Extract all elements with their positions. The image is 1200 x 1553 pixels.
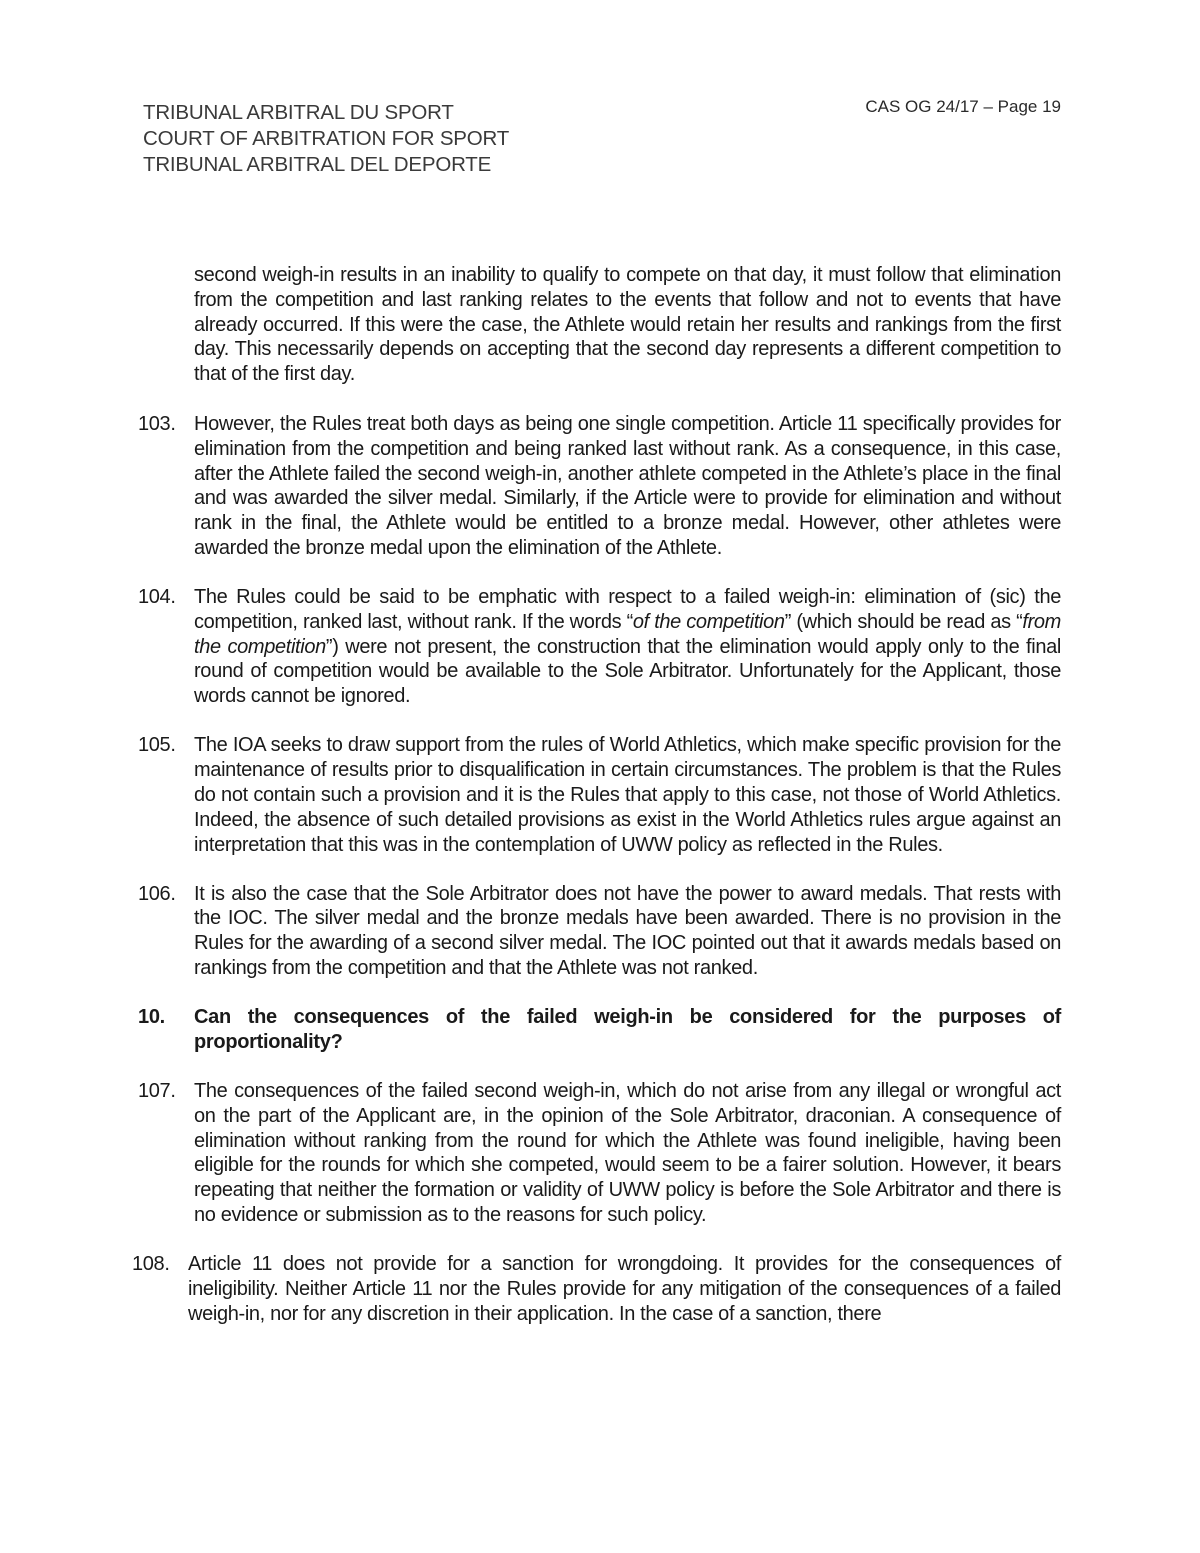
section-heading [0,1005,1200,1055]
paragraph-text: second weigh-in results in an inability to qualify to compete on that day, it must follow that elimination from the competition and last ranking relates to the events that follow and not to events that have already occurred. If this were the case, the Athlete would retain her results and rankings from the first day. This necessarily depends on accepting that the second day represents a different competition to that of the first day. [194,264,1061,386]
court-name-header [143,100,509,178]
paragraph-number: 107. [138,1080,176,1102]
paragraph-text: It is also the case that the Sole Arbitrator does not have the power to award medals. That rests with the IOC. The silver medal and the bronze medals have been awarded. There is no provision in the Rules for the awarding of a second silver medal. The IOC pointed out that it awards medals based on rankings from the competition and that the Athlete was not ranked. [194,882,1061,980]
paragraph-text-part: ” (which should be read as “ [784,610,1023,633]
paragraph-105 [0,733,1200,857]
document-body [0,263,1200,1351]
court-name-spanish: TRIBUNAL ARBITRAL DEL DEPORTE [143,153,492,176]
paragraph-number: 108. [132,1253,170,1276]
paragraph-number: 104. [138,586,176,609]
paragraph-text: Article 11 does not provide for a sanction for wrongdoing. It provides for the consequences of ineligibility. Neither Article 11 nor the Rules provide for any mitigation of the consequences of a failed weigh-in, nor for any discretion in their application. In the case of a sanction, there [188,1253,1061,1325]
paragraph-number: 103. [138,412,176,435]
court-name-french: TRIBUNAL ARBITRAL DU SPORT [143,101,454,124]
court-name-english: COURT OF ARBITRATION FOR SPORT [143,127,510,150]
paragraph-102-continuation [0,263,1200,387]
paragraph-106 [0,882,1200,981]
paragraph-text: The consequences of the failed second weigh-in, which do not arise from any illegal or wrongful act on the part of the Applicant are, in the opinion of the Sole Arbitrator, draconian. A consequence of elimination without ranking from the round for which the Athlete was found ineligible, having been eligible for the rounds for which she competed, would seem to be a fairer solution. However, it bears repeating that neither the formation or validity of UWW policy is before the Sole Arbitrator and there is no evidence or submission as to the reasons for such policy. [194,1080,1061,1226]
paragraph-number: 106. [138,882,176,905]
paragraph-text: The IOA seeks to draw support from the rules of World Athletics, which make specific provision for the maintenance of results prior to disqualification in certain circumstances. The problem is that the Rules do not contain such a provision and it is the Rules that apply to this case, not those of World Athletics. Indeed, the absence of such detailed provisions as exist in the World Athletics rules argue against an interpretation that this was in the contemplation of UWW policy as reflected in the Rules. [194,734,1061,856]
section-heading-text: Can the consequences of the failed weigh-in be considered for the purposes of proportionality? [194,1006,1061,1053]
section-number: 10. [138,1006,165,1029]
paragraph-italic-quote: of the competition [632,610,785,633]
paragraph-number: 105. [138,734,176,757]
paragraph-text: However, the Rules treat both days as being one single competition. Article 11 specifically provides for elimination from the competition and being ranked last without rank. As a consequence, in this case, after the Athlete failed the second weigh-in, another athlete competed in the Athlete’s place in the final and was awarded the silver medal. Similarly, if the Article were to provide for elimination and without rank in the final, the Athlete would be entitled to a bronze medal. However, other athletes were awarded the bronze medal upon the elimination of the Athlete. [194,412,1061,559]
paragraph-text-part: The Rules could be said to be emphatic with respect to a failed weigh-in: elimination of (sic) the competition, ranked last, without rank. If the words “ [194,586,1061,633]
paragraph-103 [0,412,1200,561]
paragraph-italic-quote: from the competition [194,610,1061,658]
paragraph-text-part: ”) were not present, the construction that the elimination would apply only to the final round of competition would be available to the Sole Arbitrator. Unfortunately for the Applicant, those words cannot be ignored. [194,635,1061,708]
paragraph-108 [0,1252,1200,1326]
case-page-reference: CAS OG 24/17 – Page 19 [865,97,1061,116]
paragraph-107 [0,1079,1200,1228]
paragraph-104 [0,585,1200,709]
